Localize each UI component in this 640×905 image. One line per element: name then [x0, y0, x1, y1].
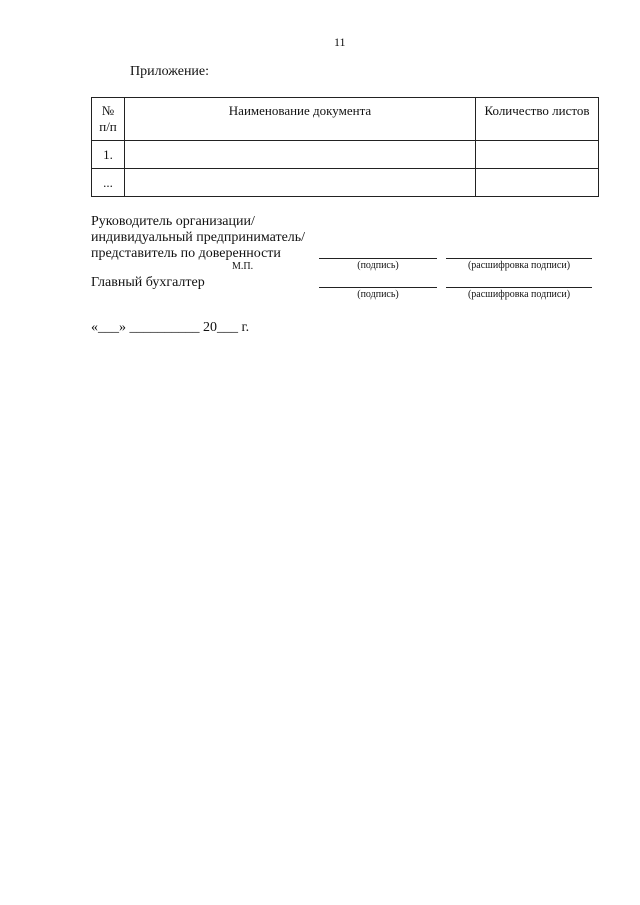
chief-accountant-label: Главный бухгалтер — [91, 275, 205, 290]
row-sheet-count — [476, 141, 599, 169]
header-number — [92, 98, 125, 141]
chief-signature-line — [319, 287, 437, 288]
page-number: 11 — [334, 35, 346, 49]
head-signature-label — [91, 214, 305, 262]
head-label-line1: Руководитель организации/ — [91, 214, 255, 229]
row-number: ... — [92, 169, 125, 197]
head-signature-caption: (подпись) — [357, 260, 399, 271]
head-decipher-caption: (расшифровка подписи) — [467, 260, 571, 271]
chief-decipher-caption: (расшифровка подписи) — [467, 289, 571, 300]
row-number: 1. — [92, 141, 125, 169]
row-document-name — [125, 169, 476, 197]
documents-table — [91, 97, 599, 197]
head-label-line2: индивидуальный предприниматель/ — [91, 230, 306, 245]
header-sheet-count: Количество листов — [476, 98, 599, 141]
stamp-label: М.П. — [232, 261, 254, 272]
head-label-line3: представитель по доверенности — [91, 246, 281, 261]
header-number-line1: № — [101, 103, 115, 118]
table-row — [92, 169, 599, 197]
table-header-row — [92, 98, 599, 141]
head-decipher-line — [446, 258, 592, 259]
head-signature-line — [319, 258, 437, 259]
appendix-title: Приложение: — [130, 64, 210, 79]
row-sheet-count — [476, 169, 599, 197]
row-document-name — [125, 141, 476, 169]
header-document-name: Наименование документа — [125, 98, 476, 141]
header-number-line2: п/п — [99, 119, 117, 134]
chief-decipher-line — [446, 287, 592, 288]
table-row — [92, 141, 599, 169]
chief-signature-caption: (подпись) — [357, 289, 399, 300]
date-line: «___» __________ 20___ г. — [91, 320, 250, 335]
